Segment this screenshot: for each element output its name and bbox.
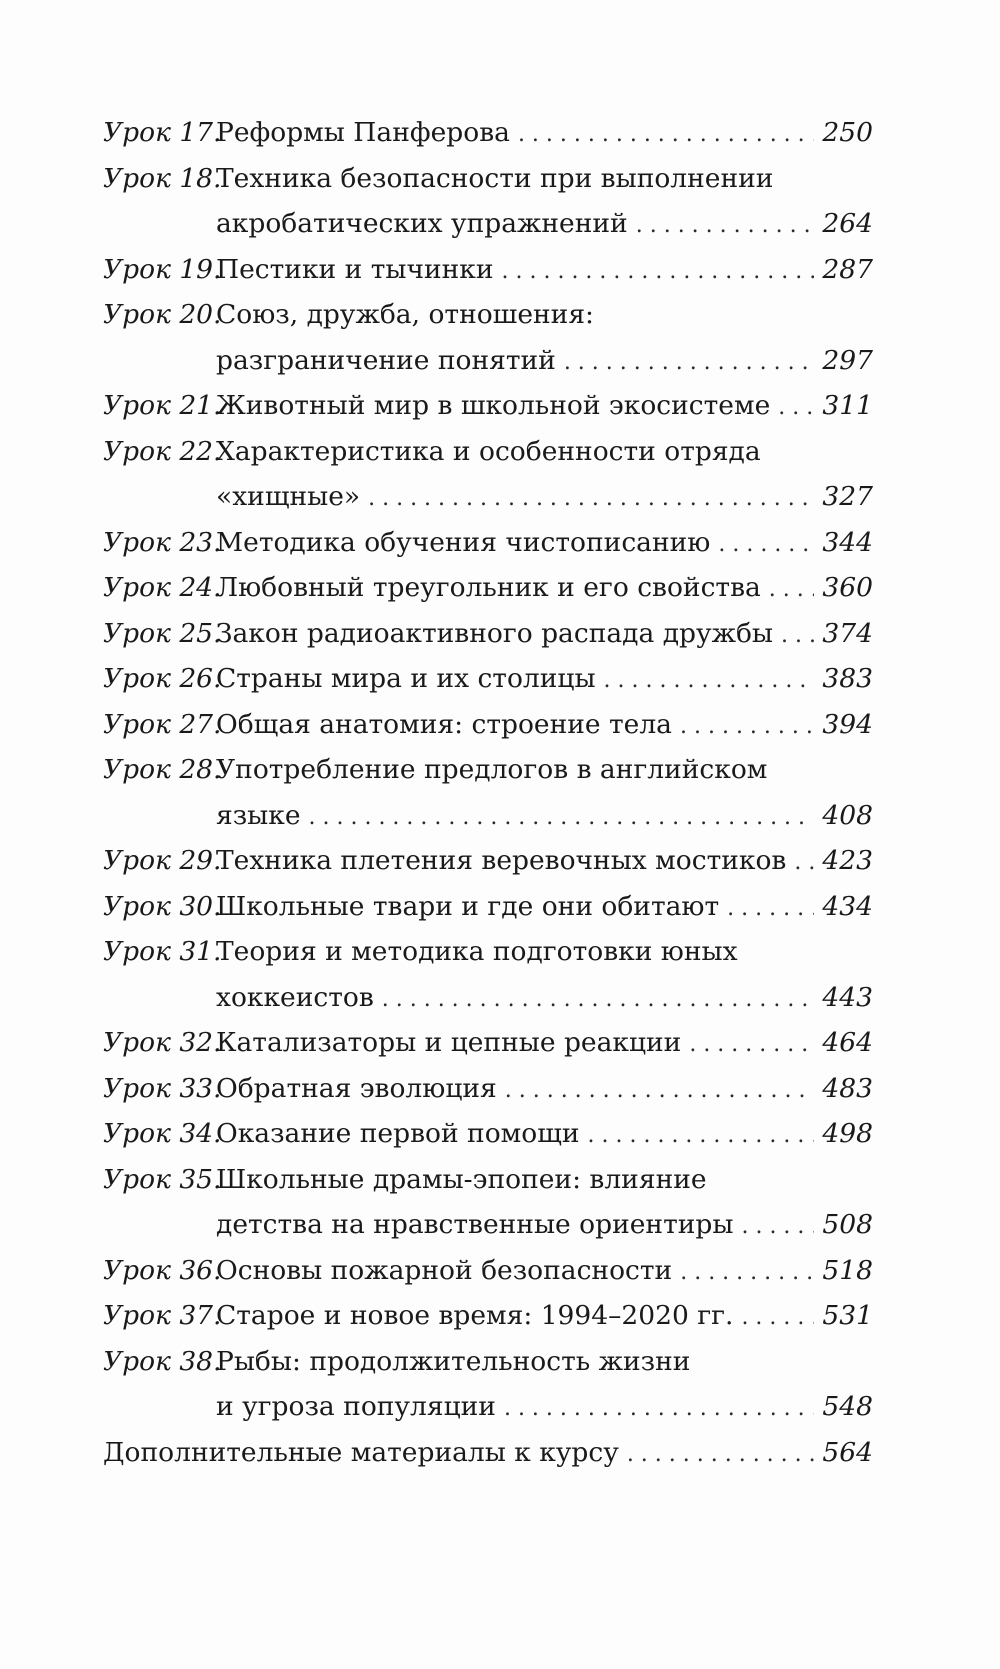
toc-entry[interactable] <box>103 1248 873 1294</box>
lesson-number: Урок 36. <box>103 1254 222 1286</box>
page-number: 360 <box>822 572 873 603</box>
lesson-title: Школьные твари и где они обитают <box>216 890 720 922</box>
lesson-title: Методика обучения чистописанию <box>216 526 711 558</box>
page-number: 508 <box>822 1209 873 1240</box>
dot-leader <box>727 886 814 932</box>
lesson-title: Употребление предлогов в английском <box>216 754 768 785</box>
toc-entry-line <box>103 656 873 702</box>
dot-leader <box>604 658 815 704</box>
page-number: 518 <box>822 1254 873 1286</box>
toc-entry[interactable] <box>103 929 873 1020</box>
lesson-title: Теория и методика подготовки юных <box>216 936 738 967</box>
page-number: 394 <box>822 708 873 740</box>
lesson-number: Урок 27. <box>103 708 222 740</box>
lesson-title: «хищные» <box>216 481 361 512</box>
dot-leader <box>564 340 815 386</box>
dot-leader <box>636 203 815 249</box>
toc-entry-line <box>103 1248 873 1294</box>
lesson-number: Урок 30. <box>103 890 222 922</box>
dot-leader <box>718 522 814 568</box>
toc-entry-line <box>103 929 873 975</box>
lesson-number: Урок 32. <box>103 1027 222 1058</box>
toc-entry-line <box>103 1384 873 1430</box>
lesson-title: Любовный треугольник и его свойства <box>216 572 761 603</box>
page-number: 443 <box>822 981 873 1013</box>
page-number: 311 <box>822 390 873 421</box>
lesson-number: Урок 31. <box>103 936 222 967</box>
toc-entry-line <box>103 1293 873 1339</box>
toc-entry-line <box>103 383 873 429</box>
toc-entry-line <box>103 520 873 566</box>
toc-entry-line <box>103 110 873 156</box>
page-number: 564 <box>822 1436 873 1468</box>
toc-entry[interactable] <box>103 611 873 657</box>
toc-entry-line <box>103 747 873 793</box>
dot-leader <box>689 1022 814 1068</box>
page-number: 287 <box>822 253 873 285</box>
toc-entry[interactable] <box>103 429 873 520</box>
lesson-number: Урок 23. <box>103 526 222 558</box>
lesson-title: разграничение понятий <box>216 344 556 376</box>
page-number: 264 <box>822 208 873 239</box>
lesson-title: Техника безопасности при выполнении <box>216 162 774 194</box>
lesson-title: Реформы Панферова <box>216 117 510 148</box>
toc-entry-line <box>103 1430 873 1476</box>
toc-entry-line <box>103 884 873 930</box>
toc-entry[interactable] <box>103 292 873 383</box>
dot-leader <box>588 1113 815 1159</box>
toc-entry-line <box>103 702 873 748</box>
page-number: 344 <box>822 526 873 558</box>
toc-entry-line <box>103 975 873 1021</box>
dot-leader <box>368 476 814 522</box>
dot-leader <box>778 385 814 431</box>
lesson-number: Урок 35. <box>103 1163 222 1195</box>
toc-entry[interactable] <box>103 747 873 838</box>
lesson-title: языке <box>216 799 301 831</box>
page-number: 498 <box>822 1118 873 1149</box>
toc-entry[interactable] <box>103 1339 873 1430</box>
toc-entry[interactable] <box>103 1066 873 1112</box>
toc-entry[interactable] <box>103 520 873 566</box>
page-number: 483 <box>822 1072 873 1104</box>
toc-entry[interactable] <box>103 1157 873 1248</box>
lesson-title: Страны мира и их столицы <box>216 663 596 694</box>
lesson-number: Урок 28. <box>103 754 222 785</box>
lesson-number: Урок 22. <box>103 435 222 467</box>
toc-entry[interactable] <box>103 702 873 748</box>
dot-leader <box>781 613 814 659</box>
lesson-title: и угроза популяции <box>216 1391 496 1422</box>
toc-entry[interactable] <box>103 156 873 247</box>
toc-entry[interactable] <box>103 838 873 884</box>
lesson-title: Животный мир в школьной экосистеме <box>216 390 771 421</box>
lesson-title: Катализаторы и цепные реакции <box>216 1027 682 1058</box>
toc-entry[interactable] <box>103 247 873 293</box>
dot-leader <box>504 1386 814 1432</box>
lesson-title: Техника плетения веревочных мостиков <box>216 845 787 876</box>
table-of-contents <box>103 110 873 1475</box>
toc-entry-line <box>103 611 873 657</box>
lesson-number: Урок 24. <box>103 572 222 603</box>
page-number: 423 <box>822 845 873 876</box>
page-number: 408 <box>822 799 873 831</box>
toc-entry[interactable] <box>103 1020 873 1066</box>
toc-entry[interactable] <box>103 565 873 611</box>
dot-leader <box>518 112 814 158</box>
toc-entry-line <box>103 1202 873 1248</box>
toc-entry-line <box>103 201 873 247</box>
toc-entry-line <box>103 793 873 839</box>
dot-leader <box>382 977 815 1023</box>
page-number: 383 <box>822 663 873 694</box>
dot-leader <box>627 1432 815 1478</box>
page-number: 327 <box>822 481 873 512</box>
toc-entry-line <box>103 474 873 520</box>
page-number: 250 <box>822 117 873 148</box>
toc-entry-line <box>103 1066 873 1112</box>
lesson-title: Характеристика и особенности отряда <box>216 435 761 467</box>
toc-entry-line <box>103 1339 873 1385</box>
toc-entry-line <box>103 292 873 338</box>
toc-entry-line <box>103 565 873 611</box>
lesson-title: Закон радиоактивного распада дружбы <box>216 617 773 649</box>
lesson-title: хоккеистов <box>216 981 374 1013</box>
lesson-title: Союз, дружба, отношения: <box>216 299 594 330</box>
toc-entry-line <box>103 1157 873 1203</box>
page-number: 374 <box>822 617 873 649</box>
toc-entry[interactable] <box>103 1430 873 1476</box>
lesson-number: Урок 33. <box>103 1072 222 1104</box>
dot-leader <box>741 1204 814 1250</box>
toc-entry[interactable] <box>103 110 873 156</box>
lesson-number: Урок 20. <box>103 299 222 330</box>
toc-entry-line <box>103 838 873 884</box>
toc-entry[interactable] <box>103 1293 873 1339</box>
dot-leader <box>309 795 815 841</box>
toc-entry[interactable] <box>103 383 873 429</box>
lesson-number: Урок 26. <box>103 663 222 694</box>
lesson-number: Урок 19. <box>103 253 222 285</box>
toc-entry-line <box>103 247 873 293</box>
dot-leader <box>794 840 814 886</box>
lesson-title: Дополнительные материалы к курсу <box>103 1436 619 1468</box>
lesson-number: Урок 17. <box>103 117 222 148</box>
page-number: 297 <box>822 344 873 376</box>
toc-entry-line <box>103 156 873 202</box>
dot-leader <box>741 1295 814 1341</box>
lesson-number: Урок 25. <box>103 617 222 649</box>
lesson-number: Урок 34. <box>103 1118 222 1149</box>
lesson-title: Школьные драмы-эпопеи: влияние <box>216 1163 707 1195</box>
lesson-title: Рыбы: продолжительность жизни <box>216 1345 691 1377</box>
lesson-title: Пестики и тычинки <box>216 253 494 285</box>
page-number: 531 <box>822 1300 873 1331</box>
toc-entry-line <box>103 1020 873 1066</box>
dot-leader <box>769 567 815 613</box>
lesson-title: Обратная эволюция <box>216 1072 497 1104</box>
dot-leader <box>502 249 815 295</box>
toc-entry-line <box>103 338 873 384</box>
toc-entry[interactable] <box>103 1111 873 1157</box>
lesson-title: Старое и новое время: 1994–2020 гг. <box>216 1300 734 1331</box>
lesson-number: Урок 21. <box>103 390 222 421</box>
dot-leader <box>680 1250 814 1296</box>
lesson-title: Оказание первой помощи <box>216 1118 580 1149</box>
lesson-title: детства на нравственные ориентиры <box>216 1209 734 1240</box>
toc-entry[interactable] <box>103 884 873 930</box>
lesson-number: Урок 18. <box>103 162 222 194</box>
lesson-title: Основы пожарной безопасности <box>216 1254 673 1286</box>
dot-leader <box>505 1068 815 1114</box>
lesson-title: Общая анатомия: строение тела <box>216 708 672 740</box>
page-number: 464 <box>822 1027 873 1058</box>
toc-entry-line <box>103 1111 873 1157</box>
dot-leader <box>680 704 814 750</box>
toc-entry[interactable] <box>103 656 873 702</box>
page-number: 548 <box>822 1391 873 1422</box>
page-number: 434 <box>822 890 873 922</box>
lesson-number: Урок 38. <box>103 1345 222 1377</box>
toc-entry-line <box>103 429 873 475</box>
lesson-number: Урок 29. <box>103 845 222 876</box>
lesson-number: Урок 37. <box>103 1300 222 1331</box>
lesson-title: акробатических упражнений <box>216 208 628 239</box>
